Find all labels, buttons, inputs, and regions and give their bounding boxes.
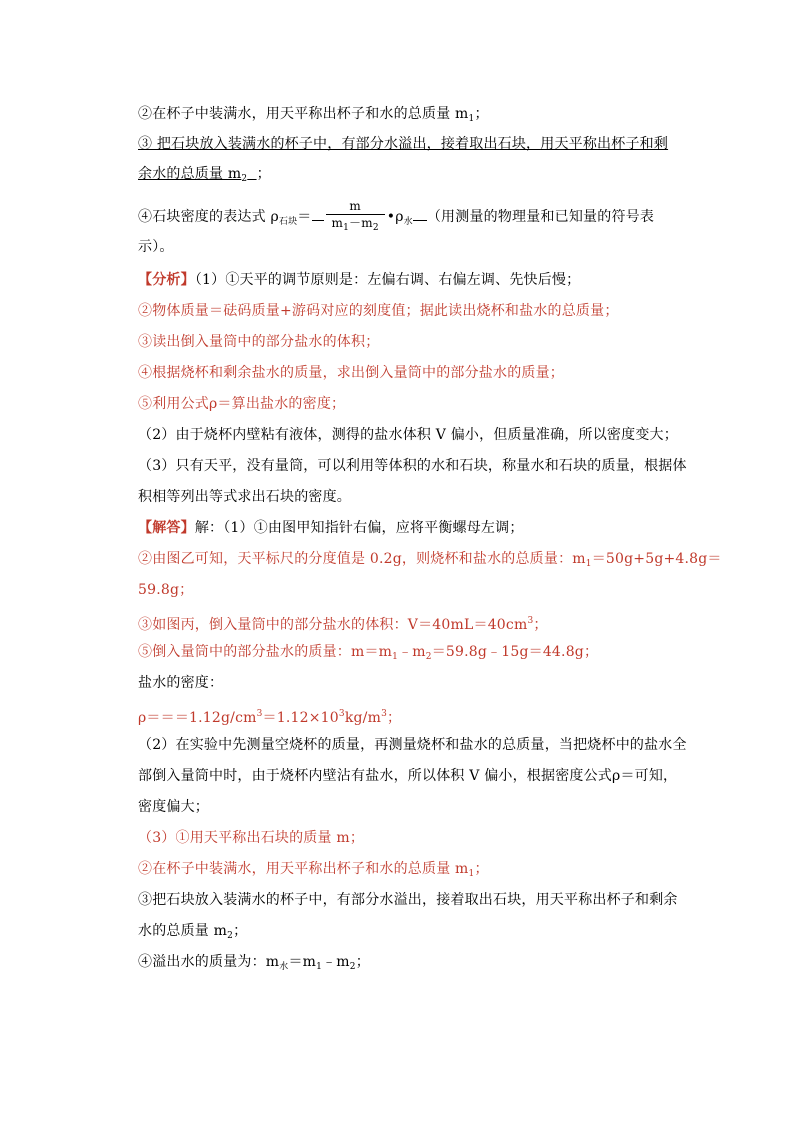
subscript: 1 (343, 223, 350, 233)
subscript: 水 (279, 962, 289, 972)
text: 部倒入量筒中时，由于烧杯内壁沾有盐水，所以体积 V 偏小，根据密度公式ρ＝可知， (138, 768, 678, 784)
subscript: 石块 (278, 217, 298, 227)
text: 示）。 (138, 239, 174, 255)
line-27 (138, 921, 247, 946)
superscript: 3 (256, 709, 263, 719)
text: （用测量的物理量和已知量的符号表 (426, 209, 655, 225)
text: ﹣m (398, 644, 426, 660)
line-17 (138, 611, 548, 635)
denominator (326, 214, 385, 236)
line-3 (138, 164, 271, 189)
line-20 (138, 704, 401, 728)
line-10 (138, 394, 345, 414)
text: ＝ (297, 209, 312, 225)
line-26 (138, 890, 678, 910)
line-7 (138, 301, 619, 321)
solution-tag: 【解答】 (138, 520, 195, 536)
text: ②在杯子中装满水，用天平称出杯子和水的总质量 m (138, 106, 469, 122)
text: （1）①天平的调节原则是：左偏右调、右偏左调、先快后慢； (194, 272, 581, 288)
text: ； (533, 617, 548, 633)
line-22 (138, 766, 677, 786)
text: 积相等列出等式求出石块的密度。 (138, 489, 351, 505)
line-12 (138, 456, 687, 476)
text: 密度偏大； (138, 799, 209, 815)
subscript: 2 (372, 223, 379, 233)
text: ； (233, 923, 248, 939)
text: （3）①用天平称出石块的质量 m； (138, 830, 365, 846)
line-14 (138, 518, 524, 538)
subscript: 1 (392, 652, 399, 662)
text: ④石块密度的表达式 ρ (138, 209, 279, 225)
line-23 (138, 797, 209, 817)
subscript: 2 (241, 174, 248, 184)
text: ； (474, 861, 489, 877)
subscript: 2 (227, 931, 234, 941)
numerator: m (349, 199, 361, 213)
text: ②在杯子中装满水，用天平称出杯子和水的总质量 m (138, 861, 469, 877)
text: （2）由于烧杯内壁粘有液体，测得的盐水体积 V 偏小，但质量准确，所以密度变大； (138, 427, 678, 443)
line-18 (138, 642, 598, 667)
text: ④溢出水的质量为：m (138, 954, 280, 970)
line-16 (138, 580, 193, 600)
line-1 (138, 104, 489, 129)
text: 余水的总质量 m (138, 166, 242, 182)
text: ρ＝＝＝1.12g/cm (138, 710, 257, 726)
line-25 (138, 859, 489, 884)
analysis-tag: 【分析】 (138, 272, 195, 288)
text: ④根据烧杯和剩余盐水的质量，求出倒入量筒中的部分盐水的质量； (138, 365, 564, 381)
line-8 (138, 332, 379, 352)
subscript: 1 (468, 869, 475, 879)
line-4-formula (138, 198, 654, 236)
text: 解：（1）①由图甲知指针右偏，应将平衡螺母左调； (194, 520, 524, 536)
line-13 (138, 487, 351, 507)
blank-underline (413, 220, 427, 221)
text: m (331, 216, 344, 230)
text: ； (387, 710, 402, 726)
text: ③如图丙，倒入量筒中的部分盐水的体积：V＝40mL＝40cm (138, 617, 528, 633)
text: 盐水的密度： (138, 675, 224, 691)
text: 59.8g； (138, 582, 194, 598)
text: 水的总质量 m (138, 923, 228, 939)
text: ﹣m (322, 954, 350, 970)
subscript: 水 (403, 217, 413, 227)
text: ； (474, 106, 489, 122)
text: •ρ (386, 209, 404, 225)
line-5 (138, 237, 174, 257)
text: ＝50g+5g+4.8g＝ (591, 551, 722, 567)
line-11 (138, 425, 678, 445)
subscript: 2 (349, 962, 356, 972)
text: ③读出倒入量筒中的部分盐水的体积； (138, 334, 380, 350)
text: ③ 把石块放入装满水的杯子中，有部分水溢出，接着取出石块，用天平称出杯子和剩 (138, 136, 669, 152)
text: ＝59.8g﹣15g＝44.8g； (431, 644, 599, 660)
text: ＝m (288, 954, 317, 970)
line-6 (138, 270, 580, 290)
superscript: 3 (381, 709, 387, 719)
subscript: 1 (316, 962, 323, 972)
line-28 (138, 952, 370, 977)
line-24 (138, 828, 364, 848)
text: ； (256, 166, 271, 182)
superscript: 3 (338, 709, 345, 719)
text: ⑤利用公式ρ＝算出盐水的密度； (138, 396, 346, 412)
text: （2）在实验中先测量空烧杯的质量，再测量烧杯和盐水的总质量，当把烧杯中的盐水全 (138, 737, 687, 753)
text: ②物体质量＝砝码质量+游码对应的刻度值；据此读出烧杯和盐水的总质量； (138, 303, 619, 319)
text: ； (355, 954, 370, 970)
text: （3）只有天平，没有量筒，可以利用等体积的水和石块，称量水和石块的质量，根据体 (138, 458, 687, 474)
line-19 (138, 673, 223, 693)
underlined-answer (138, 166, 257, 182)
text: kg/m (344, 710, 382, 726)
fraction (326, 198, 385, 236)
text: ⑤倒入量筒中的部分盐水的质量：m＝m (138, 644, 393, 660)
subscript: 1 (585, 559, 592, 569)
text: ②由图乙可知，天平标尺的分度值是 0.2g，则烧杯和盐水的总质量：m (138, 551, 586, 567)
line-9 (138, 363, 564, 383)
subscript: 2 (425, 652, 432, 662)
subscript: 1 (468, 114, 475, 124)
superscript: 3 (527, 616, 534, 626)
line-2 (138, 134, 668, 154)
text: ③把石块放入装满水的杯子中，有部分水溢出，接着取出石块，用天平称出杯子和剩余 (138, 892, 678, 908)
line-21 (138, 735, 687, 755)
text: ＝1.12×10 (262, 710, 339, 726)
blank-underline (312, 220, 324, 221)
text: －m (349, 216, 373, 230)
line-15 (138, 549, 722, 574)
